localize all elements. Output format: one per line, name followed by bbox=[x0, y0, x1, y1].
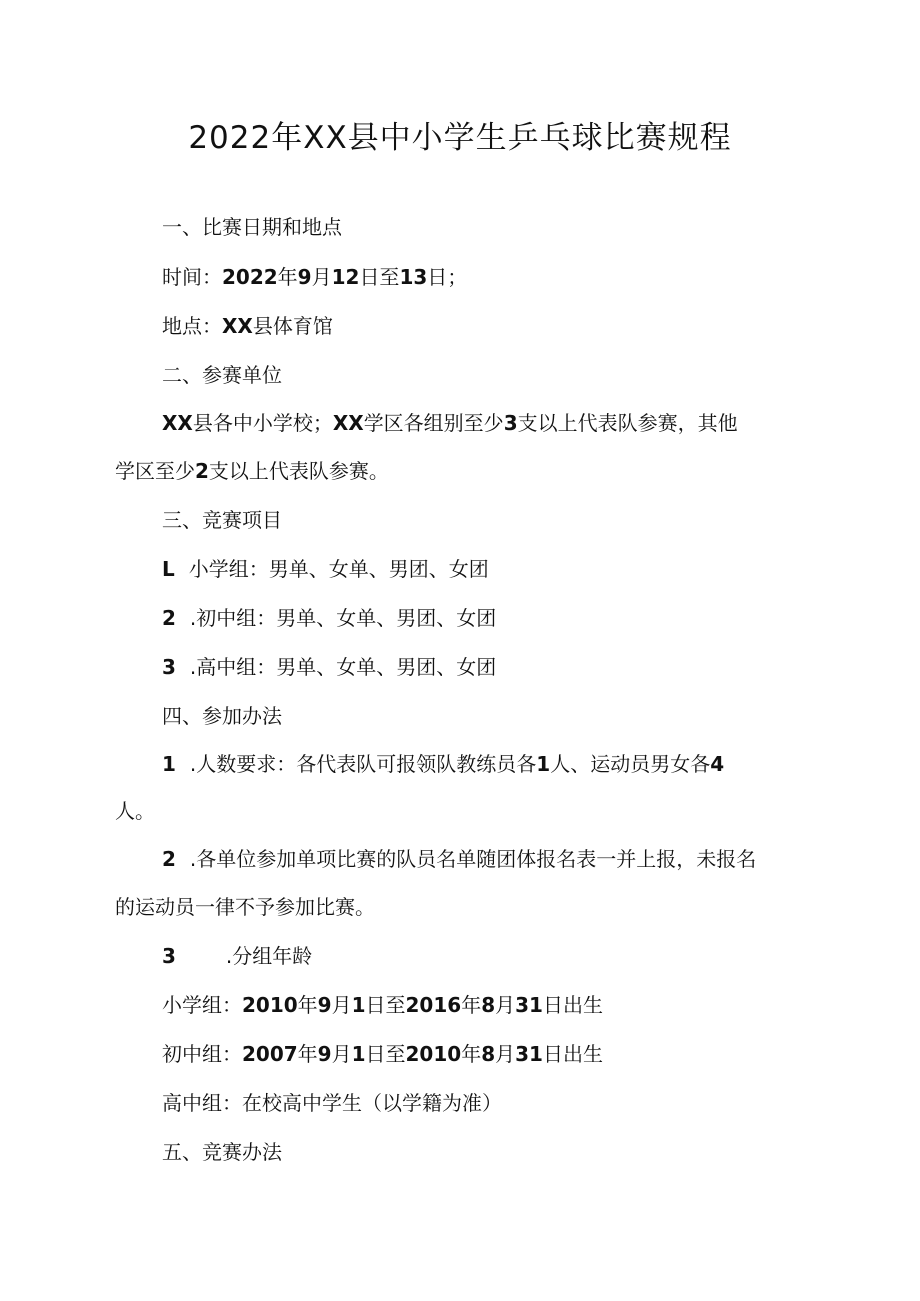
section-heading-3: 三、竞赛项目 bbox=[162, 508, 282, 532]
units-paragraph-line-2: 学区至少2支以上代表队参赛。 bbox=[115, 459, 389, 483]
section-heading-2: 二、参赛单位 bbox=[162, 363, 282, 387]
section-heading-5: 五、竞赛办法 bbox=[162, 1140, 282, 1164]
age-primary: 小学组：2010年9月1日至2016年8月31日出生 bbox=[162, 993, 603, 1017]
section-heading-4: 四、参加办法 bbox=[162, 704, 282, 728]
time-line: 时间：2022年9月12日至13日； bbox=[162, 265, 468, 289]
age-junior: 初中组：2007年9月1日至2010年8月31日出生 bbox=[162, 1042, 603, 1066]
rule-1-line-2: 人。 bbox=[115, 799, 155, 823]
rule-1-line-1: 1 .人数要求：各代表队可报领队教练员各1人、运动员男女各4 bbox=[162, 752, 725, 776]
venue-line: 地点：XX县体育馆 bbox=[162, 314, 333, 338]
units-paragraph-line-1: XX县各中小学校；XX学区各组别至少3支以上代表队参赛，其他 bbox=[162, 411, 738, 435]
document-title: 2022年XX县中小学生乒乓球比赛规程 bbox=[188, 120, 732, 156]
event-item: L 小学组：男单、女单、男团、女团 bbox=[162, 557, 489, 581]
event-item: 3 .高中组：男单、女单、男团、女团 bbox=[162, 655, 497, 679]
age-senior: 高中组：在校高中学生（以学籍为准） bbox=[162, 1091, 502, 1115]
rule-2-line-2: 的运动员一律不予参加比赛。 bbox=[115, 895, 375, 919]
rule-3-heading: 3 .分组年龄 bbox=[162, 944, 313, 968]
section-heading-1: 一、比赛日期和地点 bbox=[162, 215, 342, 239]
rule-2-line-1: 2 .各单位参加单项比赛的队员名单随团体报名表一并上报，未报名 bbox=[162, 847, 757, 871]
event-item: 2 .初中组：男单、女单、男团、女团 bbox=[162, 606, 497, 630]
